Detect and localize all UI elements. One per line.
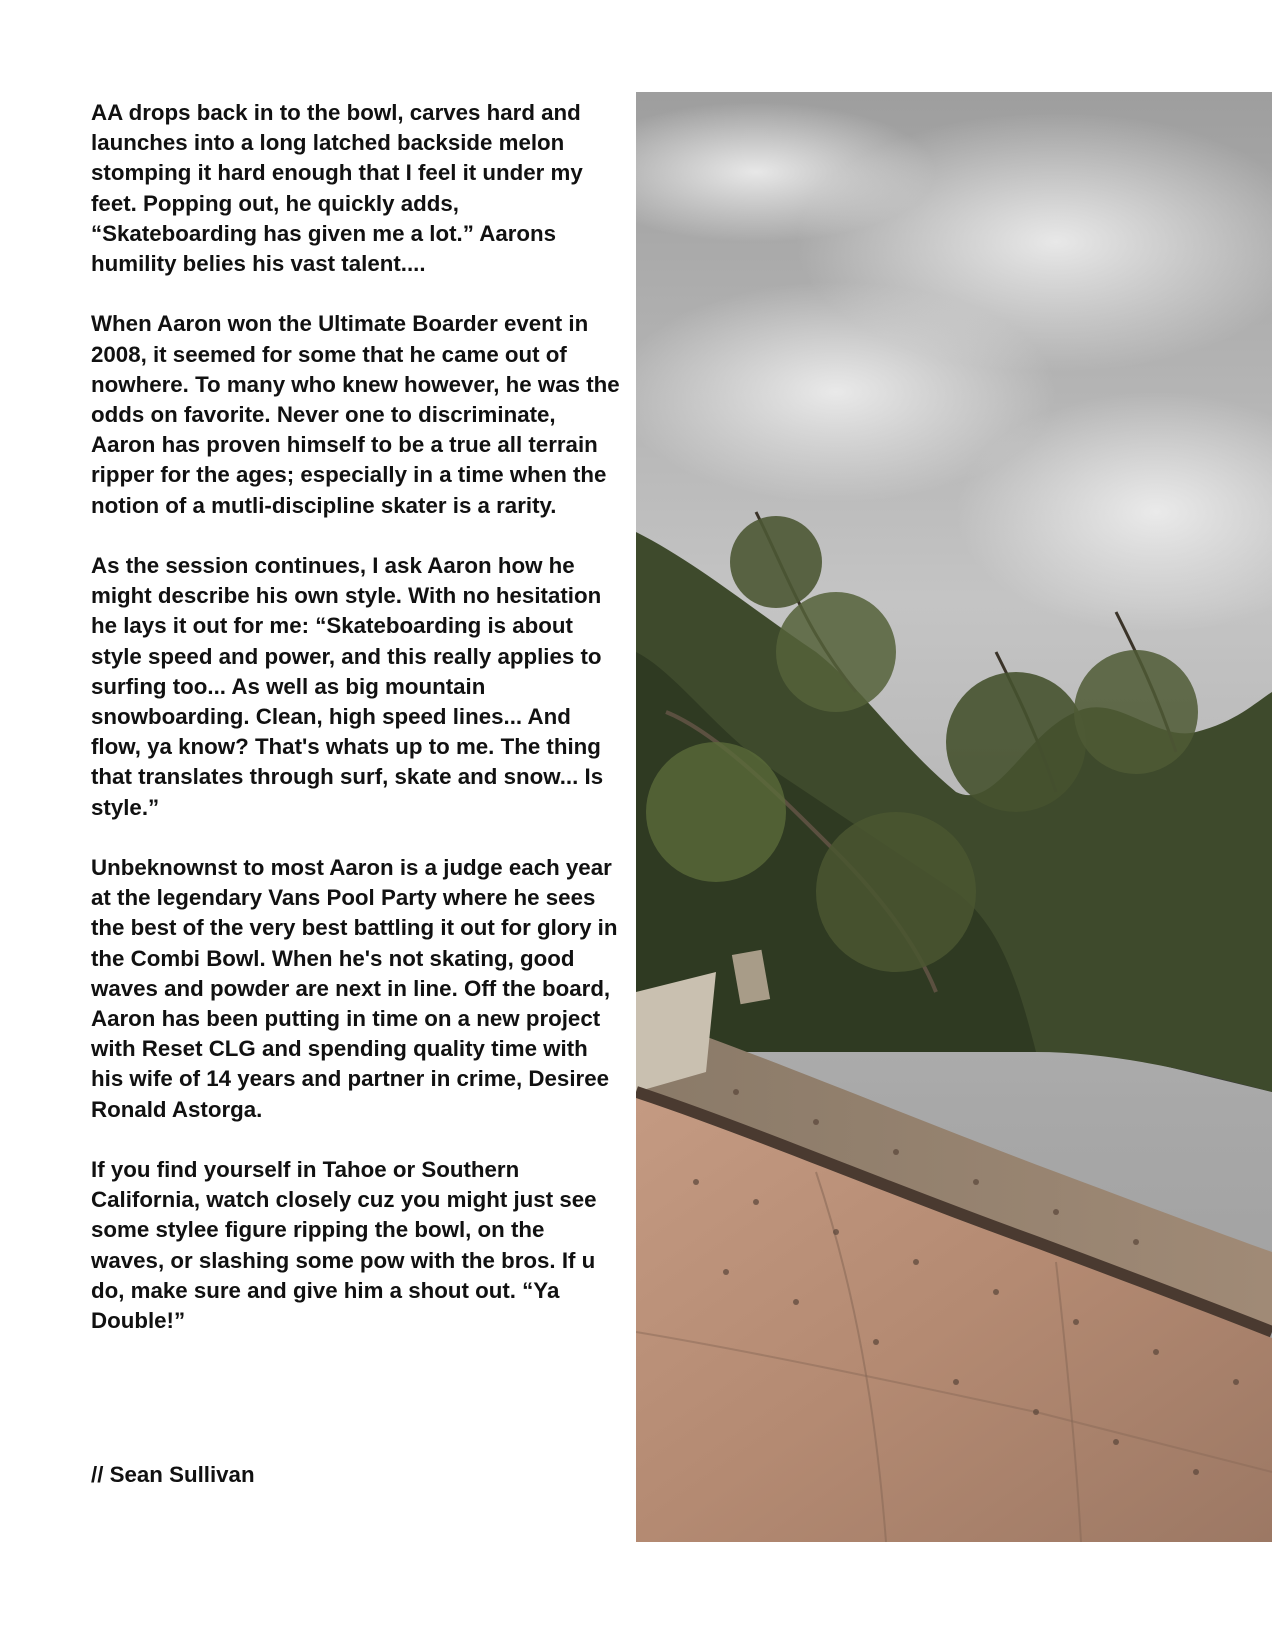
tree-canopy bbox=[946, 672, 1086, 812]
article-body bbox=[91, 98, 621, 1366]
article-paragraph: Unbeknownst to most Aaron is a judge each year at the legendary Vans Pool Party where he sees the best of the very best battling it out for glory in the Combi Bowl. When he's not skating, good waves and powder are next in line. Off the board, Aaron has been putting in time on a new project with Reset CLG and spending quality time with his wife of 14 years and partner in crime, Desiree Ronald Astorga. bbox=[91, 855, 618, 1122]
tree-canopy bbox=[1074, 650, 1198, 774]
photo-illustration bbox=[636, 92, 1272, 1542]
tree-canopy bbox=[816, 812, 976, 972]
article-paragraph: If you find yourself in Tahoe or Southern California, watch closely cuz you might just see some stylee figure ripping the bowl, on the waves, or slashing some pow with the bros. If u do, make sure and give him a shout out. “Ya Double!” bbox=[91, 1157, 597, 1334]
article-paragraph: When Aaron won the Ultimate Boarder event in 2008, it seemed for some that he came out of nowhere. To many who knew however, he was the odds on favorite. Never one to discriminate, Aaron has proven himself to be a true all terrain ripper for the ages; especially in a time when the notion of a mutli-discipline skater is a rarity. bbox=[91, 311, 620, 518]
skate-bowl-photo bbox=[636, 92, 1272, 1542]
tree-canopy bbox=[776, 592, 896, 712]
tree-canopy bbox=[646, 742, 786, 882]
tree-canopy bbox=[730, 516, 822, 608]
article-paragraph: As the session continues, I ask Aaron how he might describe his own style. With no hesitation he lays it out for me: “Skateboarding is about style speed and power, and this really applies to surfing too... As well as big mountain snowboarding. Clean, high speed lines... And flow, ya know? That's whats up to me. The thing that translates through surf, skate and snow... Is style.” bbox=[91, 553, 604, 820]
article-paragraph: AA drops back in to the bowl, carves hard and launches into a long latched backside melon stomping it hard enough that I feel it under my feet. Popping out, he quickly adds, “Skateboarding has given me a lot.” Aarons humility belies his vast talent.... bbox=[91, 100, 583, 277]
author-byline: // Sean Sullivan bbox=[91, 1462, 255, 1487]
